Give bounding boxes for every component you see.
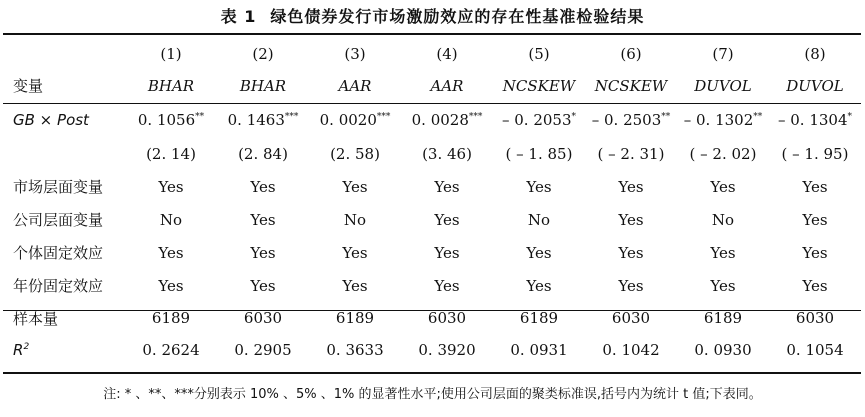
control-flag: Yes (434, 210, 460, 229)
row-label: 年份固定效应 (13, 277, 104, 295)
coefficient-cell (769, 102, 861, 138)
table-title-text: 绿色债券发行市场激励效应的存在性基准检验结果 (270, 7, 645, 26)
sample-size: 6030 (795, 309, 835, 327)
control-flag: Yes (250, 243, 276, 262)
sample-size-row (3, 302, 861, 334)
sample-size: 6030 (611, 309, 651, 327)
dependent-variable: DUVOL (694, 76, 752, 95)
significance-stars: *** (376, 112, 391, 122)
r-squared: 0. 0931 (510, 341, 568, 359)
control-flag: No (159, 210, 183, 229)
sample-size: 6030 (243, 309, 283, 327)
sample-size: 6189 (335, 309, 375, 327)
column-number: (7) (712, 44, 734, 63)
row-label (3, 334, 125, 366)
control-flag: Yes (434, 276, 460, 295)
sample-size: 6189 (519, 309, 559, 327)
control-flag: Yes (618, 210, 644, 229)
control-flag: Yes (158, 177, 184, 196)
control-flag: Yes (434, 243, 460, 262)
control-flag: Yes (526, 276, 552, 295)
control-flag: Yes (710, 243, 736, 262)
significance-stars: ** (661, 112, 671, 122)
t-statistic: ( – 2. 31) (597, 145, 665, 163)
coefficient: – 0. 1304 (777, 111, 848, 129)
coefficient: 0. 0020 (319, 111, 377, 129)
bottom-rule (3, 372, 861, 374)
row-label: 个体固定效应 (13, 244, 104, 262)
significance-stars: *** (284, 112, 299, 122)
dependent-variable: AAR (430, 76, 464, 95)
control-flag: Yes (618, 177, 644, 196)
control-flag: Yes (526, 177, 552, 196)
dependent-variable: AAR (338, 76, 372, 95)
control-flag: Yes (710, 177, 736, 196)
year-fe-row (3, 269, 861, 302)
control-flag: Yes (802, 243, 828, 262)
sample-size: 6189 (703, 309, 743, 327)
individual-fe-row (3, 236, 861, 269)
significance-stars: * (571, 112, 577, 122)
control-flag: Yes (802, 177, 828, 196)
t-statistic: ( – 1. 95) (781, 145, 849, 163)
table-title (0, 4, 865, 27)
column-number: (8) (804, 44, 826, 63)
dependent-variable: BHAR (239, 76, 287, 95)
significance-stars: ** (753, 112, 763, 122)
coefficient-cell (493, 102, 585, 138)
column-number: (4) (436, 44, 458, 63)
control-flag: Yes (250, 210, 276, 229)
dependent-variable: NCSKEW (594, 76, 668, 95)
column-number: (3) (344, 44, 366, 63)
coefficient-cell (217, 102, 309, 138)
t-statistic: (2. 84) (238, 145, 288, 163)
table-note: 注: * 、**、***分别表示 10% 、5% 、1% 的显著性水平;使用公司层面的聚类标准误,括号内为统计 t 值;下表同。 (103, 387, 762, 402)
table-number: 表 1 (220, 7, 257, 26)
t-statistic: ( – 1. 85) (505, 145, 573, 163)
sample-size: 6189 (151, 309, 191, 327)
column-number: (6) (620, 44, 642, 63)
coefficient-cell (125, 102, 217, 138)
t-statistic: ( – 2. 02) (689, 145, 757, 163)
r-squared-exponent: 2 (23, 342, 30, 352)
coefficient: 0. 1463 (227, 111, 285, 129)
r-squared: 0. 3633 (326, 341, 384, 359)
gb-post-row (3, 102, 861, 138)
coefficient: – 0. 2053 (501, 111, 572, 129)
t-statistic-row (3, 138, 861, 170)
control-flag: Yes (710, 276, 736, 295)
control-flag: Yes (250, 276, 276, 295)
control-flag: No (711, 210, 735, 229)
r-squared: 0. 2624 (142, 341, 200, 359)
control-flag: Yes (250, 177, 276, 196)
r-squared: 0. 2905 (234, 341, 292, 359)
control-flag: Yes (618, 243, 644, 262)
control-flag: Yes (802, 210, 828, 229)
market-controls-row (3, 170, 861, 203)
control-flag: Yes (342, 177, 368, 196)
results-table (3, 38, 861, 366)
control-flag: Yes (158, 243, 184, 262)
control-flag: Yes (526, 243, 552, 262)
row-label: 公司层面变量 (13, 211, 104, 229)
coefficient: 0. 1056 (137, 111, 196, 129)
control-flag: Yes (158, 276, 184, 295)
dependent-variable: DUVOL (786, 76, 844, 95)
row-label: GB × Post (13, 111, 89, 129)
variable-header: 变量 (13, 77, 44, 95)
coefficient: 0. 0028 (411, 111, 469, 129)
r-squared: 0. 1054 (786, 341, 844, 359)
top-rule (3, 33, 861, 35)
significance-stars: *** (468, 112, 483, 122)
column-number: (5) (528, 44, 550, 63)
t-statistic: (3. 46) (422, 145, 472, 163)
t-statistic: (2. 58) (330, 145, 380, 163)
r-squared-row (3, 334, 861, 366)
significance-stars: ** (195, 112, 205, 122)
sample-size: 6030 (427, 309, 467, 327)
column-number: (1) (160, 44, 182, 63)
control-flag: No (527, 210, 551, 229)
firm-controls-row (3, 203, 861, 236)
dependent-variable: NCSKEW (502, 76, 576, 95)
row-label: 样本量 (13, 309, 59, 328)
coefficient-cell (401, 102, 493, 138)
row-label: 市场层面变量 (13, 178, 104, 196)
dependent-variable-row (3, 69, 861, 102)
t-statistic: (2. 14) (146, 145, 196, 163)
coefficient: – 0. 2503 (591, 111, 662, 129)
control-flag: Yes (802, 276, 828, 295)
column-number: (2) (252, 44, 274, 63)
r-squared: 0. 3920 (418, 341, 476, 359)
control-flag: Yes (434, 177, 460, 196)
coefficient-cell (677, 102, 769, 138)
significance-stars: * (847, 112, 853, 122)
r-squared: 0. 0930 (694, 341, 752, 359)
control-flag: Yes (618, 276, 644, 295)
r-squared-label: R (13, 341, 24, 359)
coefficient: – 0. 1302 (683, 111, 754, 129)
coefficient-cell (309, 102, 401, 138)
r-squared: 0. 1042 (602, 341, 660, 359)
column-number-row (3, 38, 861, 69)
control-flag: No (343, 210, 367, 229)
dependent-variable: BHAR (147, 76, 195, 95)
control-flag: Yes (342, 243, 368, 262)
coefficient-cell (585, 102, 677, 138)
control-flag: Yes (342, 276, 368, 295)
